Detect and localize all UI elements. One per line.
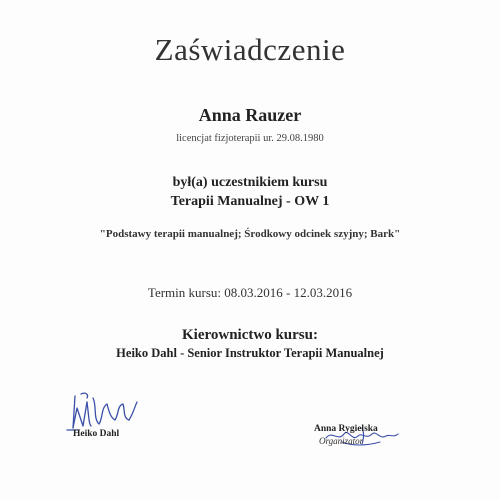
management-person: Heiko Dahl - Senior Instruktor Terapii Manualnej bbox=[116, 346, 384, 360]
course-topics: "Podstawy terapii manualnej; Środkowy odcinek szyjny; Bark" bbox=[99, 228, 401, 240]
course-name: Terapii Manualnej - OW 1 bbox=[170, 194, 330, 209]
signature-right-name: Anna Rygielska bbox=[314, 424, 378, 434]
recipient-details: licencjat fizjoterapii ur. 29.08.1980 bbox=[176, 133, 324, 144]
signature-left-name: Heiko Dahl bbox=[73, 429, 120, 439]
certificate-title: Zaświadczenie bbox=[154, 32, 346, 67]
course-term: Termin kursu: 08.03.2016 - 12.03.2016 bbox=[147, 285, 353, 300]
signature-right-role: Organizator bbox=[319, 436, 364, 446]
participant-statement: był(a) uczestnikiem kursu bbox=[172, 175, 328, 190]
recipient-name: Anna Rauzer bbox=[198, 105, 302, 125]
management-heading: Kierownictwo kursu: bbox=[182, 327, 318, 343]
